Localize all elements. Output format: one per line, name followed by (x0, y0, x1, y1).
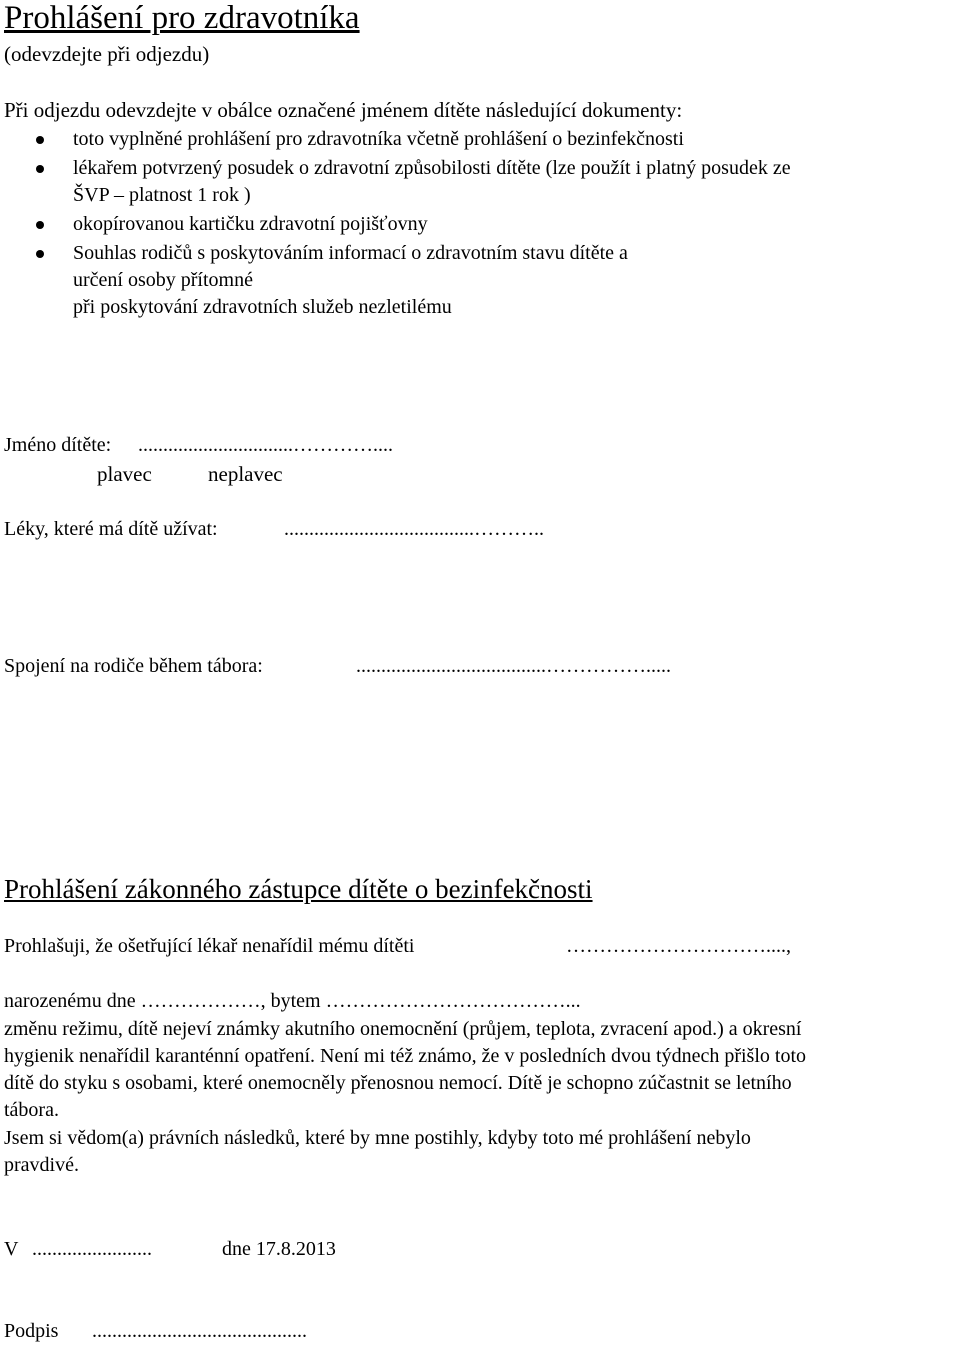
declaration-text: pravdivé. (4, 1154, 79, 1176)
child-name-field[interactable]: ...............................………….... (138, 434, 393, 456)
child-name-label: Jméno dítěte: (4, 434, 112, 456)
place-label: V (4, 1238, 19, 1260)
list-item-text: určení osoby přítomné (73, 269, 253, 291)
swimmer-option[interactable]: plavec (97, 462, 152, 486)
bullet-icon (36, 165, 44, 173)
intro-text: Při odjezdu odevzdejte v obálce označené jménem dítěte následující dokumenty: (4, 98, 683, 122)
declaration-text: změnu režimu, dítě nejeví známky akutního onemocnění (průjem, teplota, zvracení apod.) a okresní (4, 1018, 802, 1040)
non-swimmer-option[interactable]: neplavec (208, 462, 283, 486)
place-field[interactable]: ........................ (32, 1238, 152, 1260)
bullet-icon (36, 250, 44, 258)
list-item-text: ŠVP – platnost 1 rok ) (73, 184, 251, 206)
declaration-text: hygienik nenařídil karanténní opatření. Není mi též známo, že v posledních dvou týdnech přišlo toto (4, 1045, 807, 1067)
declaration-label: Prohlašuji, že ošetřující lékař nenařídil mému dítěti (4, 935, 415, 957)
subtitle: (odevzdejte při odjezdu) (4, 42, 210, 66)
medication-field[interactable]: ......................................……….. (284, 518, 544, 540)
date-text: dne 17.8.2013 (222, 1238, 336, 1260)
child-field[interactable]: …………………………...., (566, 935, 791, 957)
declaration-heading: Prohlášení zákonného zástupce dítěte o bezinfekčnosti (4, 874, 593, 904)
medication-label: Léky, které má dítě užívat: (4, 518, 218, 540)
bullet-icon (36, 221, 44, 229)
signature-label: Podpis (4, 1320, 59, 1342)
signature-field[interactable]: ........................................... (92, 1320, 307, 1342)
page-title: Prohlášení pro zdravotníka (4, 0, 360, 36)
declaration-text: tábora. (4, 1099, 59, 1121)
contact-label: Spojení na rodiče během tábora: (4, 655, 263, 677)
contact-field[interactable]: ......................................……………..... (356, 655, 671, 677)
bullet-icon (36, 136, 44, 144)
birth-address-line[interactable]: narozenému dne ………………, bytem ………………………………... (4, 990, 581, 1012)
list-item-text: lékařem potvrzený posudek o zdravotní způsobilosti dítěte (lze použít i platný posudek ze (73, 157, 791, 179)
list-item-text: Souhlas rodičů s poskytováním informací o zdravotním stavu dítěte a (73, 242, 628, 264)
declaration-text: dítě do styku s osobami, které onemocněly přenosnou nemocí. Dítě je schopno zúčastnit se letního (4, 1072, 792, 1094)
list-item-text: při poskytování zdravotních služeb nezletilému (73, 296, 452, 318)
declaration-text: Jsem si vědom(a) právních následků, které by mne postihly, kdyby toto mé prohlášení nebylo (4, 1127, 751, 1149)
list-item-text: okopírovanou kartičku zdravotní pojišťovny (73, 213, 428, 235)
list-item-text: toto vyplněné prohlášení pro zdravotníka včetně prohlášení o bezinfekčnosti (73, 128, 684, 150)
